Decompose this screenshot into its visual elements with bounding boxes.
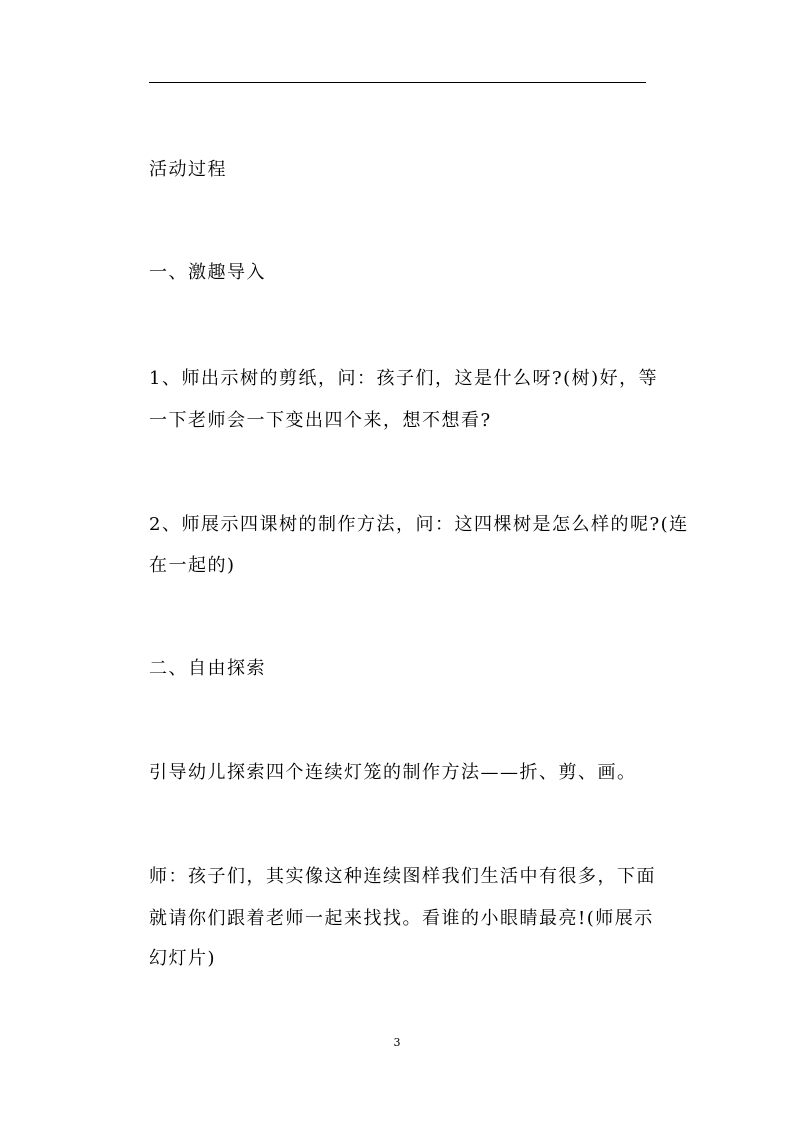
activity-heading: 活动过程 [149,159,227,180]
page-number: 3 [393,1036,401,1049]
paragraph-3: 引导幼儿探索四个连续灯笼的制作方法——折、剪、画。 [149,762,637,783]
header-rule [149,82,646,83]
paragraph-2-line-1: 2、师展示四课树的制作方法，问：这四棵树是怎么样的呢?(连 [149,514,689,535]
paragraph-1-line-2: 一下老师会一下变出四个来，想不想看? [149,410,492,431]
section-1-title: 一、激趣导入 [149,262,266,283]
paragraph-4-line-2: 就请你们跟着老师一起来找找。看谁的小眼睛最亮!(师展示 [149,908,654,929]
paragraph-1-line-1: 1、师出示树的剪纸，问：孩子们，这是什么呀?(树)好，等 [149,368,659,389]
section-2-title: 二、自由探索 [149,658,266,679]
paragraph-4-line-1: 师：孩子们，其实像这种连续图样我们生活中有很多，下面 [149,866,656,887]
paragraph-4-line-3: 幻灯片) [149,948,217,969]
paragraph-2-line-2: 在一起的) [149,555,236,576]
